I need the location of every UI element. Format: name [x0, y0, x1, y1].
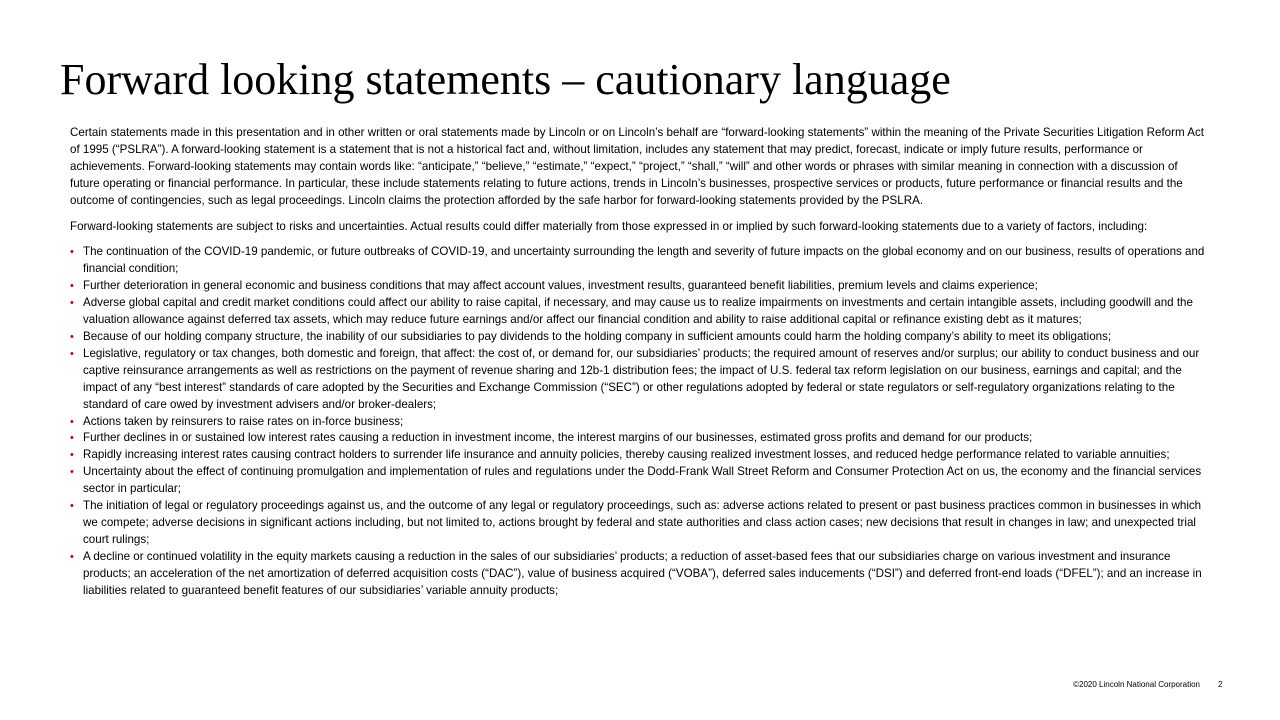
list-item-text: Uncertainty about the effect of continuing promulgation and implementation of rules and regulations under the Dodd-Frank Wall Street Reform and Consumer Protection Act on us, the economy and the financial services sector in particular; [83, 465, 1202, 496]
list-item-text: Rapidly increasing interest rates causing contract holders to surrender life insurance and annuity policies, thereby causing realized investment losses, and reduced hedge performance related to variable annuities; [83, 448, 1170, 462]
list-item [70, 346, 1210, 414]
slide-body [70, 125, 1210, 599]
bullet-icon: • [70, 280, 74, 293]
list-item [70, 278, 1210, 295]
bullet-icon: • [70, 415, 74, 428]
bullet-icon: • [70, 432, 74, 445]
bullet-icon: • [70, 449, 74, 462]
list-item [70, 329, 1210, 346]
list-item-text: The initiation of legal or regulatory proceedings against us, and the outcome of any legal or regulatory proceedings, such as: adverse actions related to present or past business practices common in businesses in which we compete; adverse decisions in significant actions including, but not limited to, actions brought by federal and state authorities and class action cases; new decisions that result in changes in law; and unexpected trial court rulings; [83, 499, 1202, 546]
list-item [70, 447, 1210, 464]
bullet-icon: • [70, 297, 74, 310]
bullet-icon: • [70, 246, 74, 259]
bullet-icon: • [70, 466, 74, 479]
risk-factor-list [70, 244, 1210, 599]
list-item [70, 430, 1210, 447]
page-title: Forward looking statements – cautionary language [60, 55, 951, 104]
intro-paragraph: Forward-looking statements are subject to risks and uncertainties. Actual results could differ materially from those expressed in or implied by such forward-looking statements due to a variety of factors, including: [70, 219, 1148, 233]
list-item [70, 295, 1210, 329]
list-item [70, 414, 1210, 431]
footer [0, 678, 1280, 692]
list-item-text: Further declines in or sustained low interest rates causing a reduction in investment income, the interest margins of our businesses, estimated gross profits and demand for our products; [83, 431, 1033, 445]
list-item [70, 244, 1210, 278]
intro-paragraph: Certain statements made in this presentation and in other written or oral statements made by Lincoln or on Lincoln’s behalf are “forward-looking statements” within the meaning of the Private Securities Litigation Reform Act of 1995 (“PSLRA”). A forward-looking statement is a statement that is not a historical fact and, without limitation, includes any statement that may predict, forecast, indicate or imply future results, performance or achievements. Forward-looking statements may contain words like: “anticipate,” “believe,” “estimate,” “expect,” “project,” “shall,” “will” and other words or phrases with similar meaning in connection with a discussion of future operating or financial performance. In particular, these include statements relating to future actions, trends in Lincoln’s businesses, prospective services or products, future performance or financial results and the outcome of contingencies, such as legal proceedings. Lincoln claims the protection afforded by the safe harbor for forward-looking statements provided by the PSLRA. [70, 126, 1204, 207]
list-item-text: Because of our holding company structure, the inability of our subsidiaries to pay dividends to the holding company in sufficient amounts could harm the holding company’s ability to meet its obligations; [83, 329, 1112, 343]
list-item [70, 464, 1210, 498]
list-item-text: Adverse global capital and credit market conditions could affect our ability to raise capital, if necessary, and may cause us to realize impairments on investments and certain intangible assets, including goodwill and the valuation allowance against deferred tax assets, which may reduce future earnings and/or affect our financial condition and ability to raise additional capital or refinance existing debt as it matures; [83, 296, 1193, 327]
bullet-icon: • [70, 330, 74, 343]
list-item-text: Further deterioration in general economic and business conditions that may affect account values, investment results, guaranteed benefit liabilities, premium levels and claims experience; [83, 279, 1038, 293]
bullet-icon: • [70, 500, 74, 513]
list-item-text: A decline or continued volatility in the equity markets causing a reduction in the sales of our subsidiaries’ products; a reduction of asset-based fees that our subsidiaries charge on various investment and insurance products; an acceleration of the net amortization of deferred acquisition costs (“DAC”), value of business acquired (“VOBA”), deferred sales inducements (“DSI”) and deferred front-end loads (“DFEL”); and an increase in liabilities related to guaranteed benefit features of our subsidiaries’ variable annuity products; [83, 549, 1202, 597]
list-item-text: The continuation of the COVID-19 pandemic, or future outbreaks of COVID-19, and uncertainty surrounding the length and severity of future impacts on the global economy and on our business, results of operations and financial condition; [83, 245, 1205, 276]
list-item-text: Actions taken by reinsurers to raise rates on in-force business; [83, 414, 404, 428]
list-item [70, 498, 1210, 549]
page-number: 2 [1218, 680, 1223, 689]
copyright-notice: ©2020 Lincoln National Corporation [1073, 680, 1200, 689]
bullet-icon: • [70, 550, 74, 563]
list-item-text: Legislative, regulatory or tax changes, both domestic and foreign, that affect: the cost of, or demand for, our subsidiaries’ products; the required amount of reserves and/or surplus; our ability to conduct business and our captive reinsurance arrangements as well as restrictions on the payment of revenue sharing and 12b-1 distribution fees; the impact of U.S. federal tax reform legislation on our business, earnings and capital; and the impact of any “best interest” standards of care adopted by the Securities and Exchange Commission (“SEC”) or other regulations adopted by federal or state regulators or self-regulatory organizations relating to the standard of care owed by investment advisers and/or broker-dealers; [83, 346, 1200, 411]
list-item [70, 549, 1210, 600]
bullet-icon: • [70, 347, 74, 360]
